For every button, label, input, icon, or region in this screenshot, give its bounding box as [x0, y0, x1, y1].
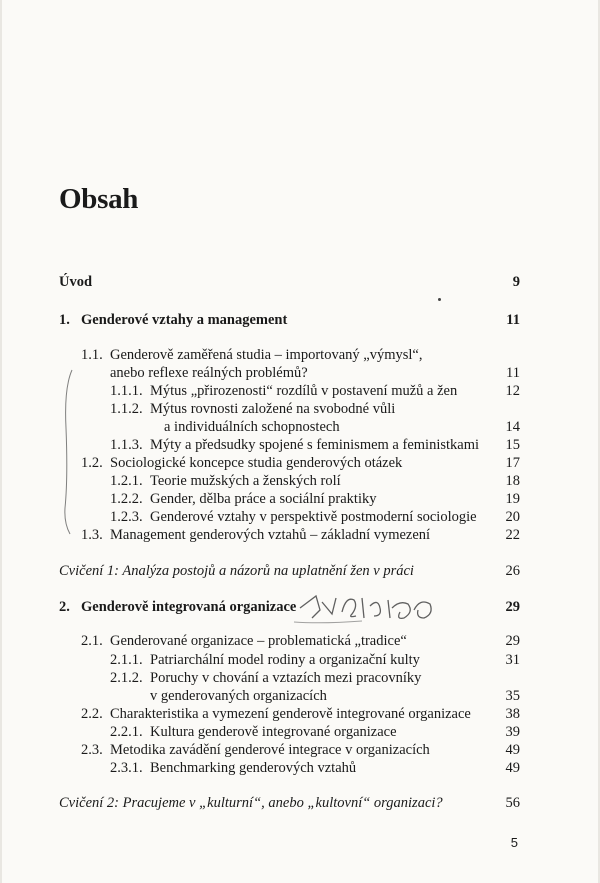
toc-section-number: 2.1.: [81, 633, 103, 649]
toc-entry-page: 11: [506, 312, 520, 328]
toc-exercise-1[interactable]: [2, 561, 598, 581]
toc-subsection-2-3-1[interactable]: [2, 758, 598, 778]
toc-entry-page: 22: [505, 527, 520, 543]
toc-entry-page: 11: [506, 365, 520, 381]
toc-entry-page: 12: [505, 383, 520, 399]
toc-subsection-title: Teorie mužských a ženských rolí: [150, 473, 341, 489]
toc-subsection-number: 2.1.1.: [110, 652, 143, 668]
toc-subsection-2-1-1[interactable]: [2, 650, 598, 670]
toc-subsection-1-1-3[interactable]: [2, 435, 598, 455]
toc-subsection-title-cont: v genderovaných organizacích: [150, 688, 327, 704]
toc-section-1-1[interactable]: [2, 345, 598, 365]
toc-entry-page: 18: [505, 473, 520, 489]
toc-subsection-title: Mýtus „přirozenosti“ rozdílů v postavení mužů a žen: [150, 383, 458, 399]
toc-subsection-title: Mýtus rovnosti založené na svobodné vůli: [150, 401, 396, 417]
toc-entry-page: 17: [505, 455, 520, 471]
toc-subsection-number: 2.3.1.: [110, 760, 143, 776]
toc-section-title: Genderově zaměřená studia – importovaný „výmysl“,: [110, 347, 423, 363]
toc-subsection-title-cont: a individuálních schopnostech: [164, 419, 340, 435]
toc-subsection-number: 1.2.3.: [110, 509, 143, 525]
toc-section-number: 2.3.: [81, 742, 103, 758]
toc-subsection-number: 1.1.1.: [110, 383, 143, 399]
toc-subsection-title: Poruchy v chování a vztazích mezi pracovníky: [150, 670, 422, 686]
toc-subsection-title: Kultura genderově integrované organizace: [150, 724, 397, 740]
toc-subsection-2-1-2-cont[interactable]: [2, 686, 598, 706]
toc-entry-page: 29: [505, 599, 520, 615]
toc-entry-page: 14: [505, 419, 520, 435]
toc-exercise-title: Cvičení 2: Pracujeme v „kulturní“, anebo „kultovní“ organizaci?: [59, 795, 443, 811]
toc-entry-page: 49: [505, 760, 520, 776]
toc-entry-page: 49: [505, 742, 520, 758]
toc-subsection-number: 1.2.2.: [110, 491, 143, 507]
toc-section-number: 1.1.: [81, 347, 103, 363]
toc-subsection-title: Genderové vztahy v perspektivě postmoderní sociologie: [150, 509, 477, 525]
toc-entry-page: 38: [505, 706, 520, 722]
ink-speck: [438, 298, 441, 301]
toc-entry-page: 9: [512, 274, 520, 290]
toc-chapter-1[interactable]: [2, 310, 598, 330]
toc-section-number: 2.2.: [81, 706, 103, 722]
toc-exercise-title: Cvičení 1: Analýza postojů a názorů na uplatnění žen v práci: [59, 563, 414, 579]
toc-section-1-2[interactable]: [2, 453, 598, 473]
toc-section-title: Genderované organizace – problematická „tradice“: [110, 633, 407, 649]
toc-entry-page: 26: [505, 563, 520, 579]
toc-entry-title: Úvod: [59, 274, 93, 290]
toc-chapter-title: Genderově integrovaná organizace: [81, 599, 297, 615]
toc-entry-page: 56: [505, 795, 520, 811]
toc-subsection-number: 2.1.2.: [110, 670, 143, 686]
toc-entry-page: 15: [505, 437, 520, 453]
toc-entry-page: 20: [505, 509, 520, 525]
toc-section-title-cont: anebo reflexe reálných problémů?: [110, 365, 308, 381]
pencil-margin-bracket: [60, 368, 80, 538]
toc-entry-uvod[interactable]: [2, 272, 598, 292]
toc-section-number: 1.2.: [81, 455, 103, 471]
toc-subsection-1-1-2-cont[interactable]: [2, 417, 598, 437]
toc-subsection-1-2-2[interactable]: [2, 489, 598, 509]
toc-subsection-2-1-2[interactable]: [2, 668, 598, 688]
handwritten-note-scribble: [292, 588, 442, 628]
toc-entry-page: 35: [505, 688, 520, 704]
toc-section-1-1-cont[interactable]: [2, 363, 598, 383]
toc-section-number: 1.3.: [81, 527, 103, 543]
toc-section-2-1[interactable]: [2, 631, 598, 651]
toc-subsection-number: 2.2.1.: [110, 724, 143, 740]
toc-entry-page: 39: [505, 724, 520, 740]
toc-subsection-number: 1.1.3.: [110, 437, 143, 453]
toc-section-2-2[interactable]: [2, 704, 598, 724]
toc-section-title: Management genderových vztahů – základní vymezení: [110, 527, 431, 543]
toc-entry-page: 29: [505, 633, 520, 649]
toc-subsection-1-2-1[interactable]: [2, 471, 598, 491]
toc-chapter-title: Genderové vztahy a management: [81, 312, 288, 328]
page-number: 5: [510, 835, 518, 850]
toc-chapter-number: 1.: [59, 312, 70, 328]
toc-section-title: Metodika zavádění genderové integrace v organizacích: [110, 742, 430, 758]
toc-chapter-number: 2.: [59, 599, 70, 615]
toc-subsection-title: Mýty a předsudky spojené s feminismem a feministkami: [150, 437, 480, 453]
toc-section-title: Charakteristika a vymezení genderově integrované organizace: [110, 706, 471, 722]
toc-entry-page: 19: [505, 491, 520, 507]
toc-exercise-2[interactable]: [2, 793, 598, 813]
toc-subsection-title: Gender, dělba práce a sociální praktiky: [150, 491, 377, 507]
book-page: [2, 0, 598, 883]
toc-section-title: Sociologické koncepce studia genderových otázek: [110, 455, 403, 471]
toc-subsection-1-1-2[interactable]: [2, 399, 598, 419]
toc-subsection-number: 1.1.2.: [110, 401, 143, 417]
page-title: Obsah: [59, 183, 139, 215]
toc-subsection-1-2-3[interactable]: [2, 507, 598, 527]
toc-subsection-title: Benchmarking genderových vztahů: [150, 760, 357, 776]
toc-subsection-title: Patriarchální model rodiny a organizační kulty: [150, 652, 420, 668]
toc-subsection-2-2-1[interactable]: [2, 722, 598, 742]
toc-subsection-number: 1.2.1.: [110, 473, 143, 489]
toc-entry-page: 31: [505, 652, 520, 668]
toc-section-1-3[interactable]: [2, 525, 598, 545]
toc-section-2-3[interactable]: [2, 740, 598, 760]
toc-subsection-1-1-1[interactable]: [2, 381, 598, 401]
